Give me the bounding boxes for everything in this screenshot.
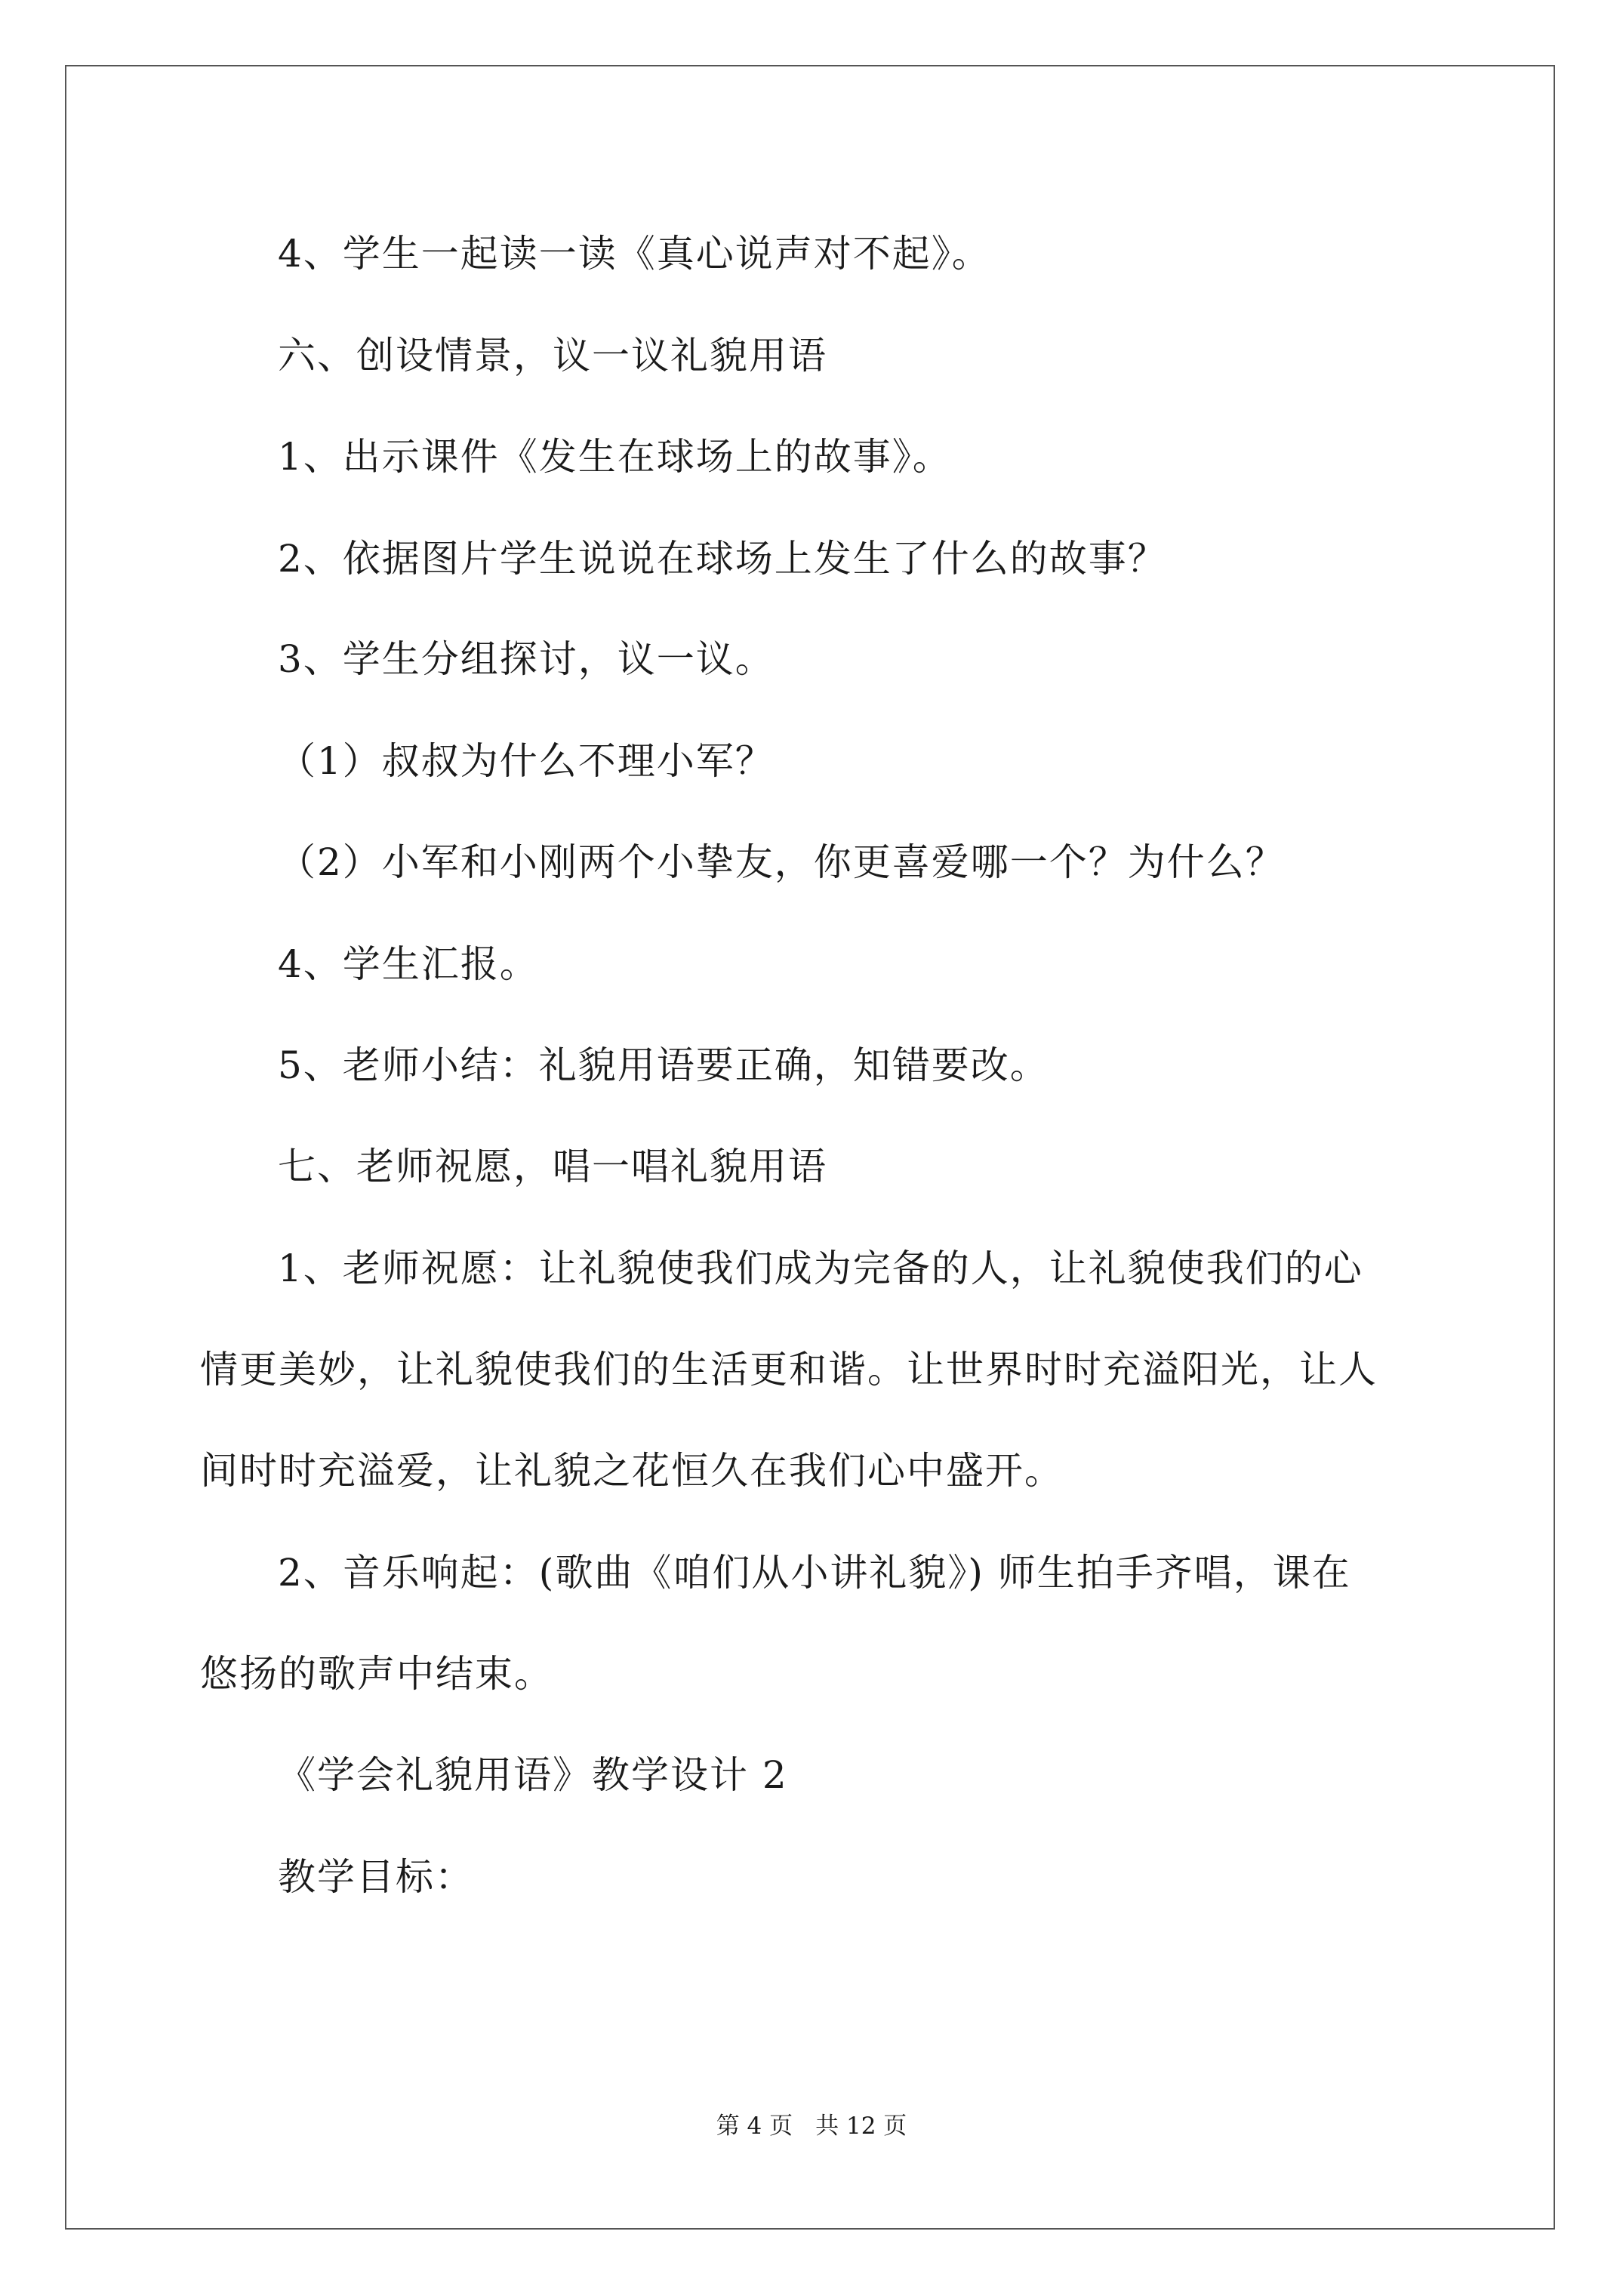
text-line: 1、出示课件《发生在球场上的故事》。: [278, 435, 952, 479]
text-line: 3、学生分组探讨，议一议。: [278, 637, 775, 681]
section-heading: 教学目标：: [278, 1855, 474, 1899]
text-line: 2、依据图片学生说说在球场上发生了什么的故事？: [278, 537, 1167, 581]
section-heading: 七、老师祝愿，唱一唱礼貌用语: [278, 1145, 827, 1188]
text-line: 4、学生汇报。: [278, 942, 539, 986]
section-heading: 六、创设情景，议一议礼貌用语: [278, 334, 827, 378]
text-line: （1）叔叔为什么不理小军？: [278, 739, 775, 783]
text-line: 4、学生一起读一读《真心说声对不起》。: [278, 232, 991, 276]
text-line: 间时时充溢爱，让礼貌之花恒久在我们心中盛开。: [200, 1449, 1064, 1493]
text-line: 2、音乐响起：(歌曲《咱们从小讲礼貌》) 师生拍手齐唱，课在: [278, 1551, 1351, 1595]
page-total: 共 12 页: [815, 2113, 907, 2140]
text-line: 情更美妙，让礼貌使我们的生活更和谐。让世界时时充溢阳光，让人: [200, 1348, 1378, 1391]
text-line: 1、老师祝愿：让礼貌使我们成为完备的人，让礼貌使我们的心: [278, 1247, 1363, 1290]
text-line: （2）小军和小刚两个小挚友，你更喜爱哪一个？为什么？: [278, 840, 1285, 884]
text-line: 悠扬的歌声中结束。: [200, 1652, 553, 1696]
page-number: 第 4 页: [716, 2113, 793, 2140]
document-subtitle: 《学会礼貌用语》教学设计 2: [278, 1753, 788, 1797]
page-footer: [0, 2111, 1623, 2141]
text-line: 5、老师小结：礼貌用语要正确，知错要改。: [278, 1043, 1049, 1087]
